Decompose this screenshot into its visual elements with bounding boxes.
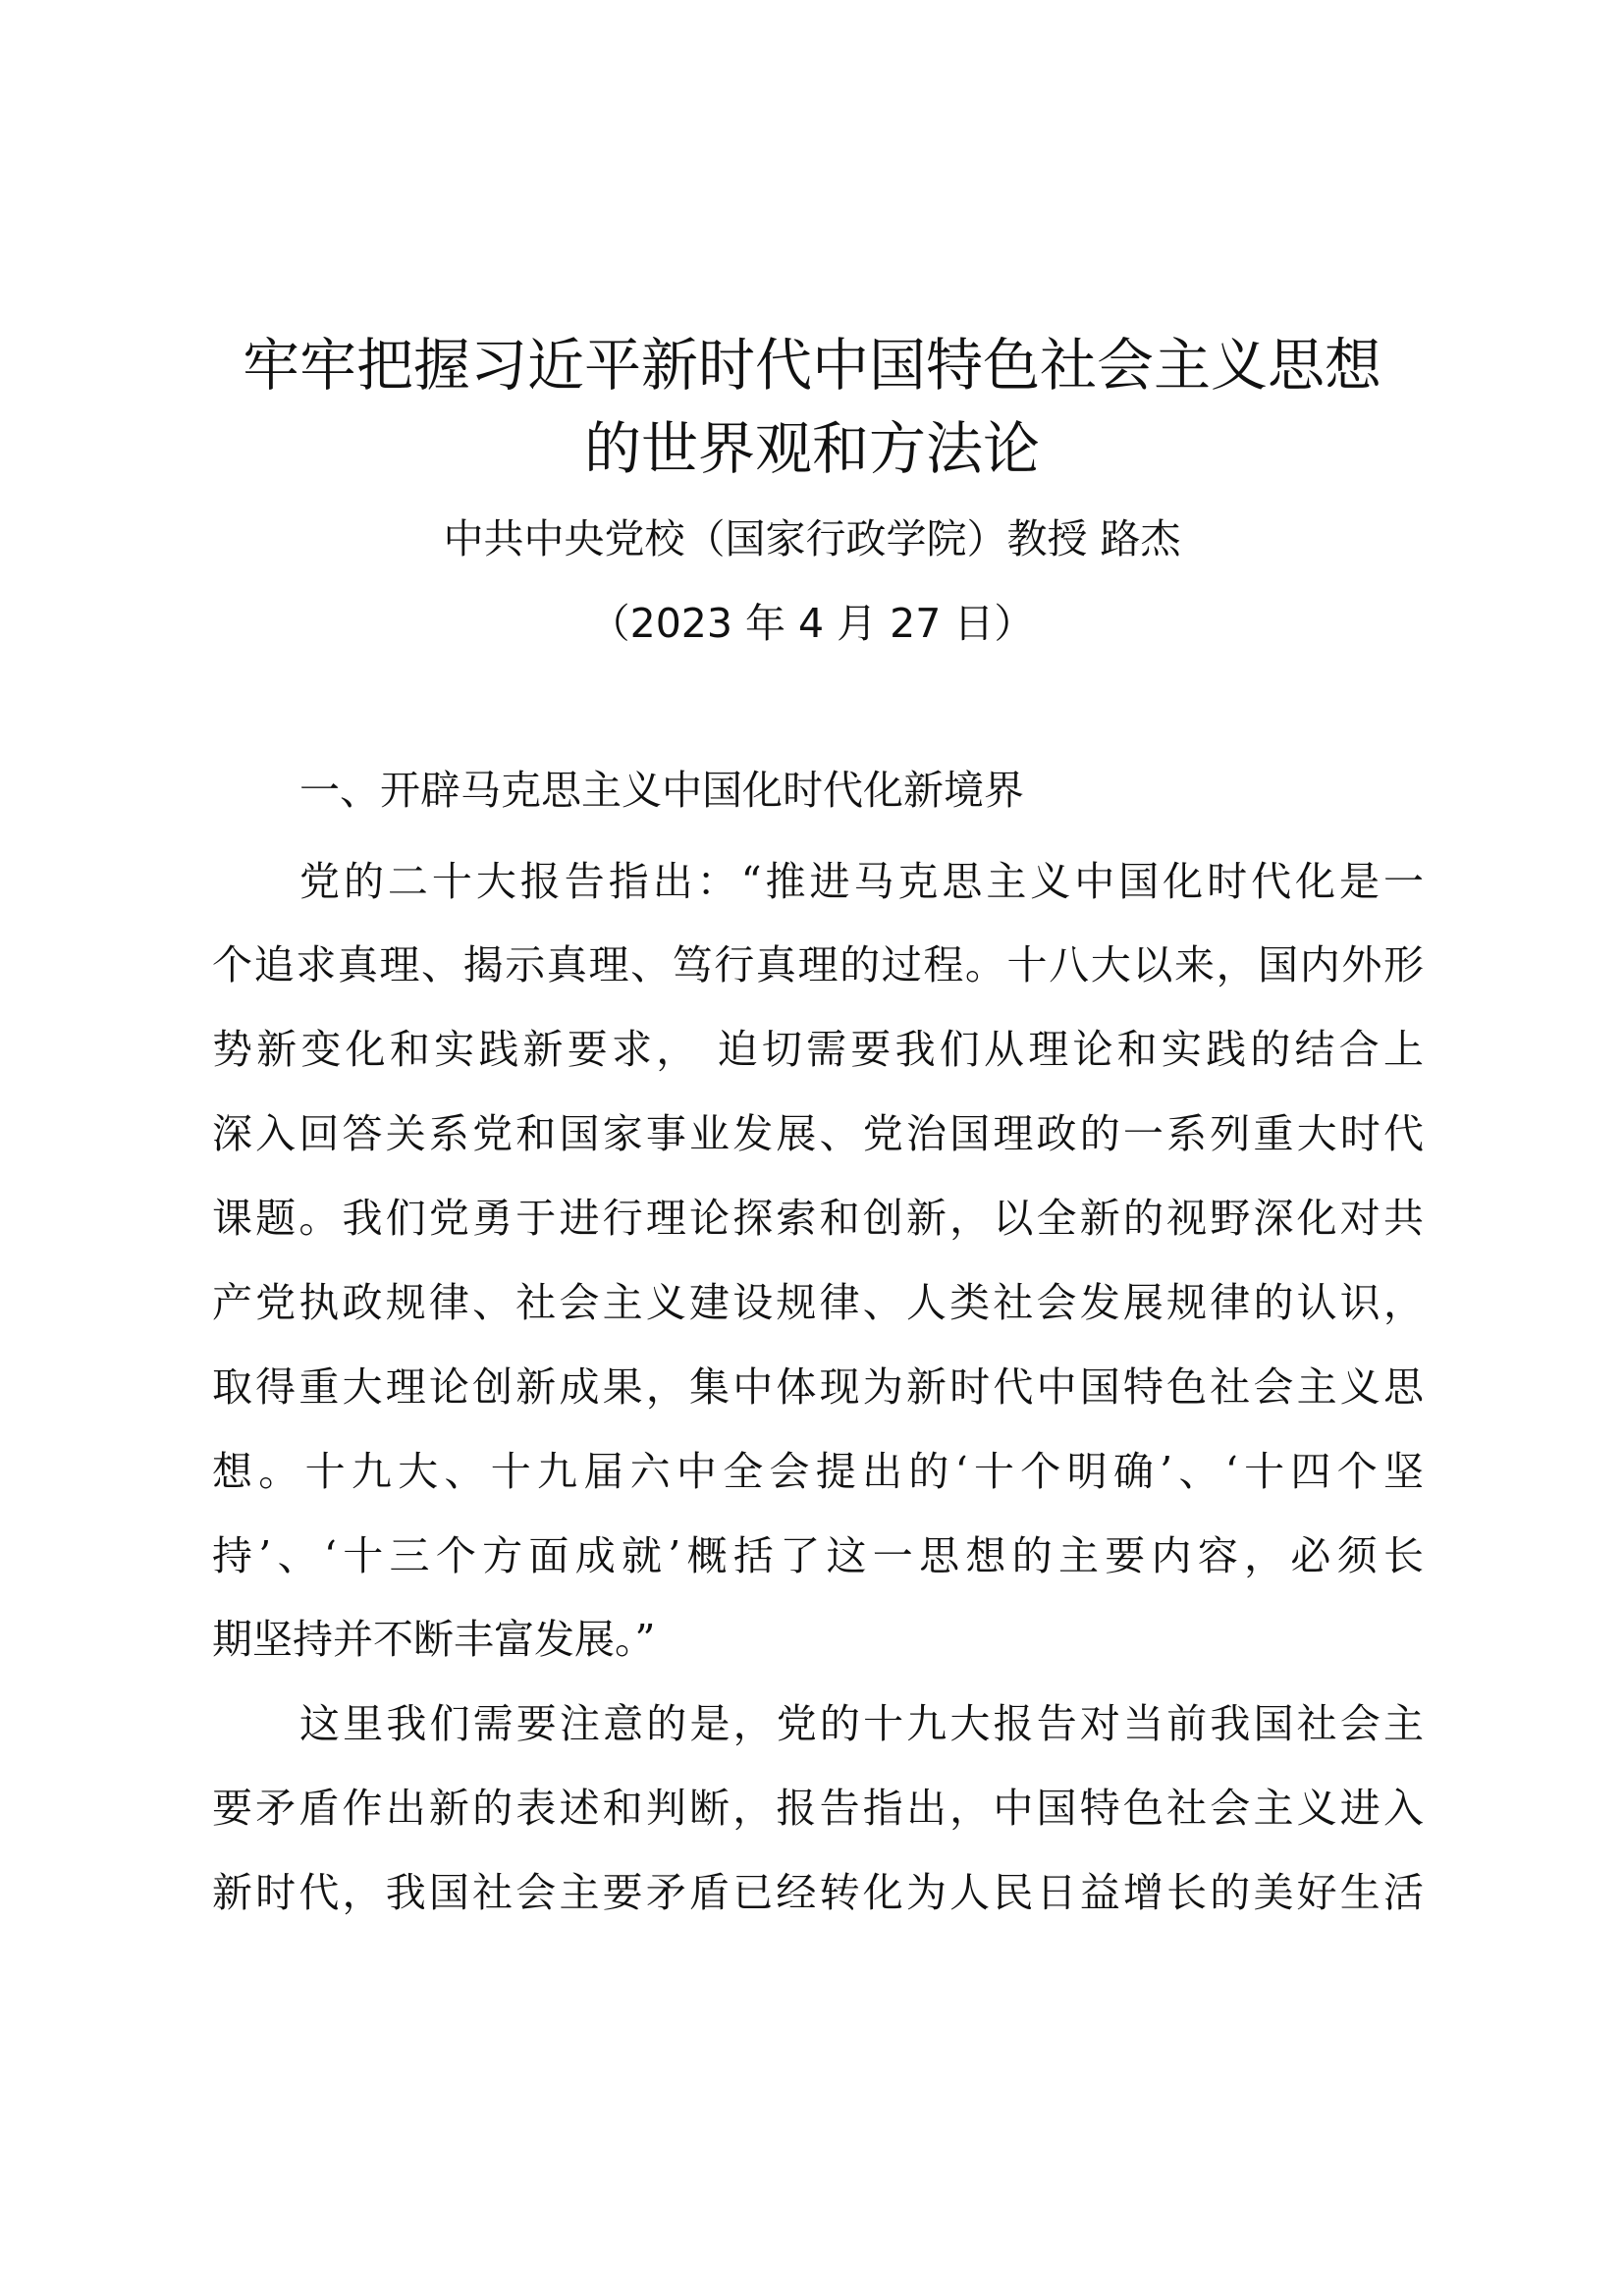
paragraph-line: 想。十九大、十九届六中全会提出的‘十个明确’、‘十四个坚 [212, 1448, 1424, 1495]
author-line: 中共中央党校（国家行政学院）教授 路杰 [443, 515, 1181, 562]
section-heading: 一、开辟马克思主义中国化时代化新境界 [299, 767, 1024, 814]
document-title-line-1: 牢牢把握习近平新时代中国特色社会主义思想 [242, 332, 1381, 399]
paragraph-line: 课题。我们党勇于进行理论探索和创新，以全新的视野深化对共 [212, 1195, 1424, 1242]
paragraph-line: 这里我们需要注意的是，党的十九大报告对当前我国社会主 [299, 1700, 1424, 1747]
paragraph-line: 要矛盾作出新的表述和判断，报告指出，中国特色社会主义进入 [212, 1785, 1424, 1832]
paragraph-line: 期坚持并不断丰富发展。” [212, 1616, 656, 1663]
paragraph-line: 势新变化和实践新要求， 迫切需要我们从理论和实践的结合上 [212, 1026, 1424, 1073]
paragraph-line: 取得重大理论创新成果，集中体现为新时代中国特色社会主义思 [212, 1363, 1424, 1411]
paragraph-line: 深入回答关系党和国家事业发展、党治国理政的一系列重大时代 [212, 1110, 1424, 1157]
paragraph-line: 持’、‘十三个方面成就’概括了这一思想的主要内容，必须长 [212, 1532, 1424, 1579]
document-title-line-2: 的世界观和方法论 [583, 415, 1040, 482]
paragraph-line: 党的二十大报告指出：“推进马克思主义中国化时代化是一 [299, 858, 1424, 905]
paragraph-line: 新时代，我国社会主要矛盾已经转化为人民日益增长的美好生活 [212, 1869, 1424, 1916]
date-line: （2023 年 4 月 27 日） [589, 600, 1035, 647]
paragraph-line: 产党执政规律、社会主义建设规律、人类社会发展规律的认识， [212, 1279, 1424, 1326]
paragraph-line: 个追求真理、揭示真理、笃行真理的过程。十八大以来，国内外形 [212, 941, 1424, 988]
